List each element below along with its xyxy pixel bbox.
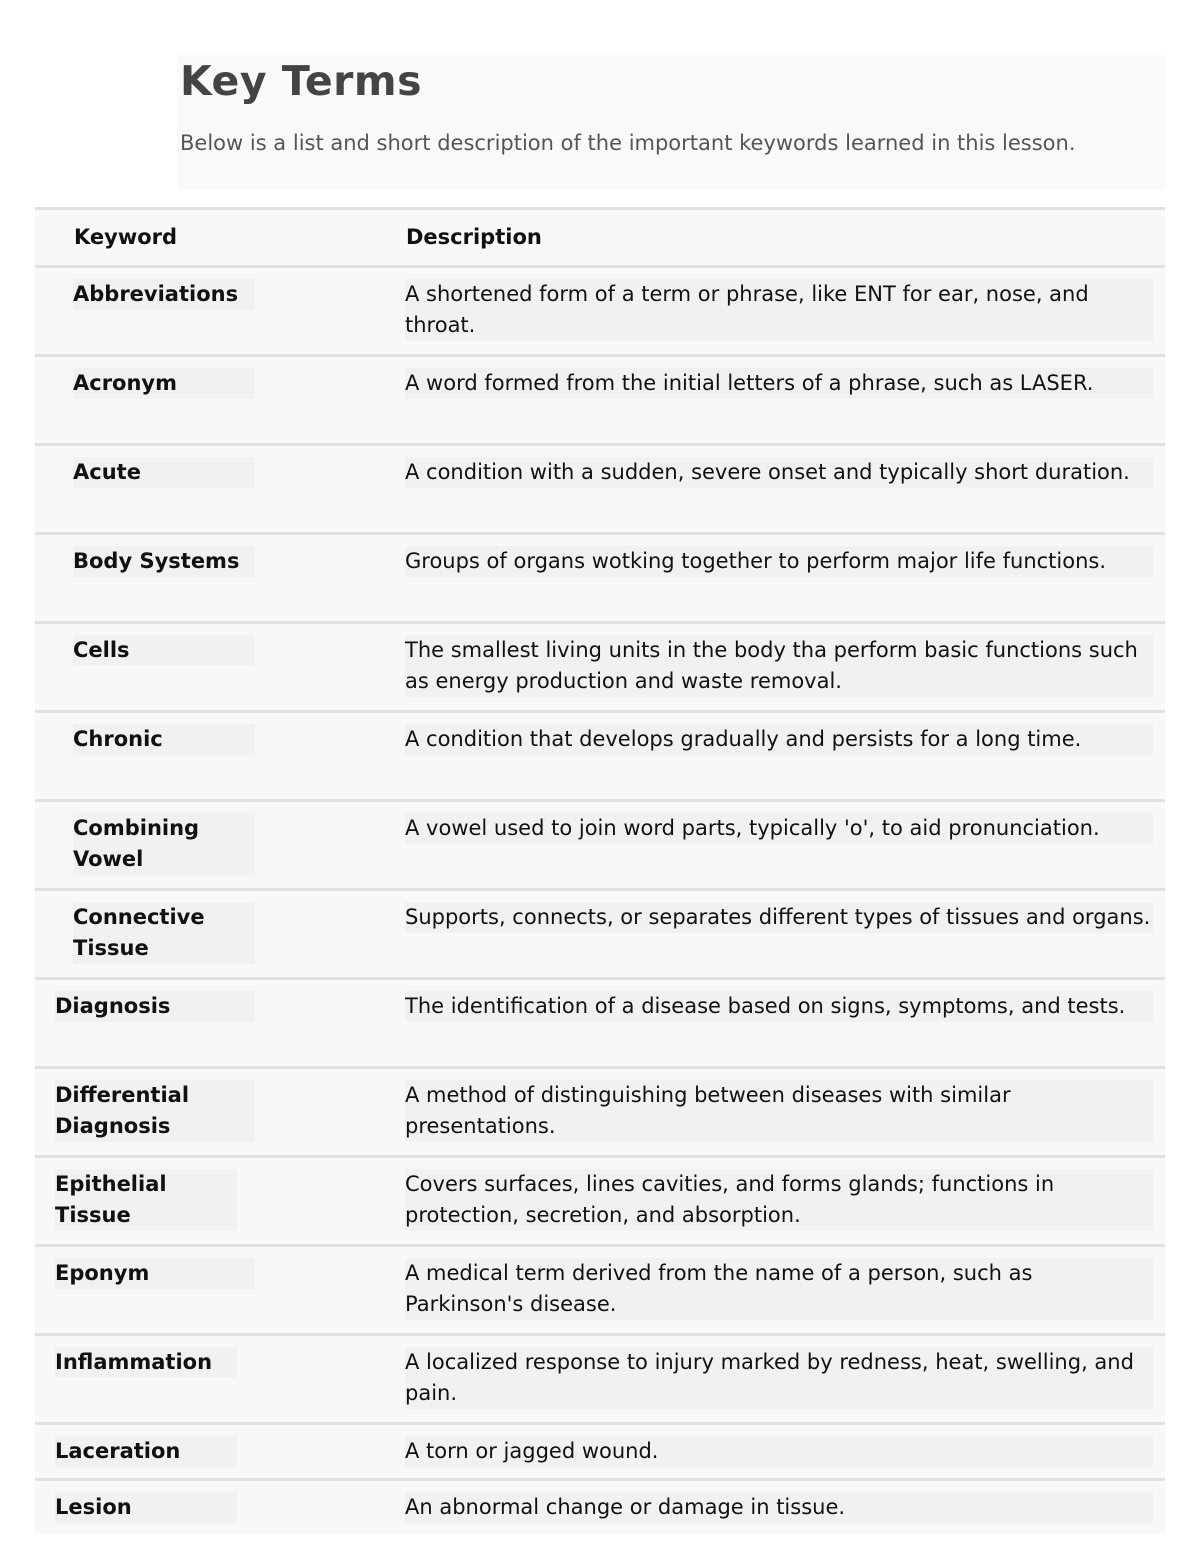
description-cell: A condition that develops gradually and persists for a long time.	[405, 724, 1153, 755]
description-cell: A shortened form of a term or phrase, like ENT for ear, nose, and throat.	[405, 279, 1153, 341]
description-cell: The identification of a disease based on signs, symptoms, and tests.	[405, 991, 1153, 1022]
keyword-cell: Chronic	[73, 724, 255, 755]
description-cell: An abnormal change or damage in tissue.	[405, 1492, 1153, 1523]
table-row	[35, 1158, 1165, 1244]
keyword-cell: Abbreviations	[73, 279, 255, 310]
table-row	[35, 624, 1165, 710]
page-title: Key Terms	[180, 57, 423, 105]
keyword-cell: Acute	[73, 457, 255, 488]
description-cell: Groups of organs wotking together to perform major life functions.	[405, 546, 1153, 577]
keyword-cell: Eponym	[55, 1258, 255, 1289]
key-terms-header	[177, 55, 1165, 190]
keyword-cell: Cells	[73, 635, 255, 666]
column-header-keyword: Keyword	[74, 225, 178, 249]
keyword-cell: Connective Tissue	[73, 902, 255, 964]
description-cell: The smallest living units in the body tha perform basic functions such as energy production and waste removal.	[405, 635, 1153, 697]
description-cell: A condition with a sudden, severe onset and typically short duration.	[405, 457, 1153, 488]
description-cell: A word formed from the initial letters of a phrase, such as LASER.	[405, 368, 1153, 399]
table-row	[35, 1069, 1165, 1155]
keyword-cell: Body Systems	[73, 546, 255, 577]
description-cell: A localized response to injury marked by redness, heat, swelling, and pain.	[405, 1347, 1153, 1409]
table-row	[35, 713, 1165, 799]
keyword-cell: Combining Vowel	[73, 813, 255, 875]
table-header-row	[35, 210, 1165, 265]
description-cell: A method of distinguishing between diseases with similar presentations.	[405, 1080, 1153, 1142]
table-row	[35, 268, 1165, 354]
keyword-cell: Acronym	[73, 368, 255, 399]
description-cell: A vowel used to join word parts, typically 'o', to aid pronunciation.	[405, 813, 1153, 844]
keyword-cell: Lesion	[55, 1492, 237, 1523]
description-cell: A medical term derived from the name of a person, such as Parkinson's disease.	[405, 1258, 1153, 1320]
description-cell: Supports, connects, or separates different types of tissues and organs.	[405, 902, 1153, 933]
table-row	[35, 980, 1165, 1066]
keyword-cell: Inflammation	[55, 1347, 237, 1378]
key-terms-table	[35, 207, 1165, 1534]
keyword-cell: Differential Diagnosis	[55, 1080, 255, 1142]
page-subtitle: Below is a list and short description of the important keywords learned in this lesson.	[180, 131, 1076, 155]
description-cell: Covers surfaces, lines cavities, and forms glands; functions in protection, secretion, and absorption.	[405, 1169, 1153, 1231]
table-row	[35, 1336, 1165, 1422]
table-row	[35, 1481, 1165, 1534]
keyword-cell: Diagnosis	[55, 991, 255, 1022]
column-header-description: Description	[406, 225, 542, 249]
table-row	[35, 357, 1165, 443]
table-row	[35, 1425, 1165, 1478]
keyword-cell: Laceration	[55, 1436, 237, 1467]
table-row	[35, 446, 1165, 532]
table-row	[35, 535, 1165, 621]
table-row	[35, 802, 1165, 888]
keyword-cell: Epithelial Tissue	[55, 1169, 237, 1231]
description-cell: A torn or jagged wound.	[405, 1436, 1153, 1467]
table-row	[35, 1247, 1165, 1333]
table-row	[35, 891, 1165, 977]
